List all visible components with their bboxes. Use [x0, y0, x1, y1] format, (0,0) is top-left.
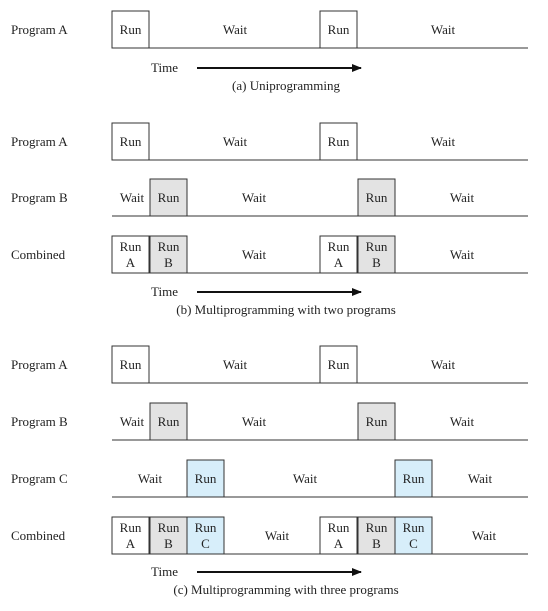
section-c-row-2-label: Program B [11, 414, 68, 429]
section-c-row-3-wait-3: Wait [467, 471, 493, 486]
section-c-caption: (c) Multiprogramming with three programs [173, 582, 399, 597]
section-b-row-3-run-b-2-letter: B [372, 255, 381, 270]
section-c-row-3-wait-1: Wait [137, 471, 163, 486]
section-b-row-2-wait-2: Wait [241, 190, 267, 205]
section-c-row-4-run-b-1-letter: B [164, 536, 173, 551]
section-a-row-1-wait-1: Wait [222, 22, 248, 37]
section-b-row-3-wait-2: Wait [449, 247, 475, 262]
section-c-row-4-run-c-1-letter: C [201, 536, 210, 551]
section-c-row-1-run-1-run-label: Run [119, 357, 142, 372]
section-a-row-1-label: Program A [11, 22, 68, 37]
section-b-row-1-wait-1: Wait [222, 134, 248, 149]
section-c-row-2-run-2-run-label: Run [365, 414, 388, 429]
section-c-row-2-run-1-run-label: Run [157, 414, 180, 429]
section-c-row-3-run-2-run-label: Run [402, 471, 425, 486]
section-b-row-3-wait-1: Wait [241, 247, 267, 262]
section-c-row-4-label: Combined [11, 528, 66, 543]
section-b-row-1-run-1-run-label: Run [119, 134, 142, 149]
section-a-row-1-wait-2: Wait [430, 22, 456, 37]
section-b-row-1-label: Program A [11, 134, 68, 149]
section-c-row-1-run-2-run-label: Run [327, 357, 350, 372]
section-c-time-label: Time [151, 564, 178, 579]
section-a-caption: (a) Uniprogramming [232, 78, 340, 93]
section-c [112, 346, 528, 572]
section-b-row-3-run-a-2-letter: A [333, 255, 344, 270]
section-c-row-4-wait-1: Wait [264, 528, 290, 543]
section-c-row-4-run-b-2-run-label: Run [365, 520, 388, 535]
section-b-time-label: Time [151, 284, 178, 299]
section-c-row-4-run-b-2-letter: B [372, 536, 381, 551]
section-b [112, 123, 528, 292]
section-b-row-3-run-b-1-letter: B [164, 255, 173, 270]
section-c-row-3-run-1-run-label: Run [194, 471, 217, 486]
section-b-caption: (b) Multiprogramming with two programs [176, 302, 396, 317]
section-b-row-3-run-a-2-run-label: Run [327, 239, 350, 254]
section-b-row-2-wait-3: Wait [449, 190, 475, 205]
section-a-row-1-run-2-run-label: Run [327, 22, 350, 37]
section-b-row-3-run-b-1-run-label: Run [157, 239, 180, 254]
section-c-row-4-run-a-1-letter: A [125, 536, 136, 551]
section-b-row-3-run-a-1-letter: A [125, 255, 136, 270]
section-c-row-1-wait-1: Wait [222, 357, 248, 372]
section-b-row-3-run-a-1-run-label: Run [119, 239, 142, 254]
section-c-row-3-wait-2: Wait [292, 471, 318, 486]
section-c-row-4-run-c-2-run-label: Run [402, 520, 425, 535]
section-c-row-3-label: Program C [11, 471, 68, 486]
section-c-row-2-wait-1: Wait [119, 414, 145, 429]
section-c-row-1-wait-2: Wait [430, 357, 456, 372]
section-c-row-2-wait-3: Wait [449, 414, 475, 429]
section-c-row-1-label: Program A [11, 357, 68, 372]
section-c-row-4-wait-2: Wait [471, 528, 497, 543]
section-a-time-label: Time [151, 60, 178, 75]
section-c-row-4-run-c-2-letter: C [409, 536, 418, 551]
section-c-row-4-run-a-1-run-label: Run [119, 520, 142, 535]
section-b-row-2-label: Program B [11, 190, 68, 205]
section-b-row-2-wait-1: Wait [119, 190, 145, 205]
section-b-row-1-run-2-run-label: Run [327, 134, 350, 149]
section-a-row-1-run-1-run-label: Run [119, 22, 142, 37]
section-b-row-3-label: Combined [11, 247, 66, 262]
section-c-row-4-run-c-1-run-label: Run [194, 520, 217, 535]
section-b-row-3-run-b-2-run-label: Run [365, 239, 388, 254]
section-c-row-4-run-a-2-letter: A [333, 536, 344, 551]
section-c-row-4-run-a-2-run-label: Run [327, 520, 350, 535]
section-c-row-2-wait-2: Wait [241, 414, 267, 429]
section-c-row-4-run-b-1-run-label: Run [157, 520, 180, 535]
section-b-row-2-run-1-run-label: Run [157, 190, 180, 205]
section-b-row-2-run-2-run-label: Run [365, 190, 388, 205]
section-b-row-1-wait-2: Wait [430, 134, 456, 149]
